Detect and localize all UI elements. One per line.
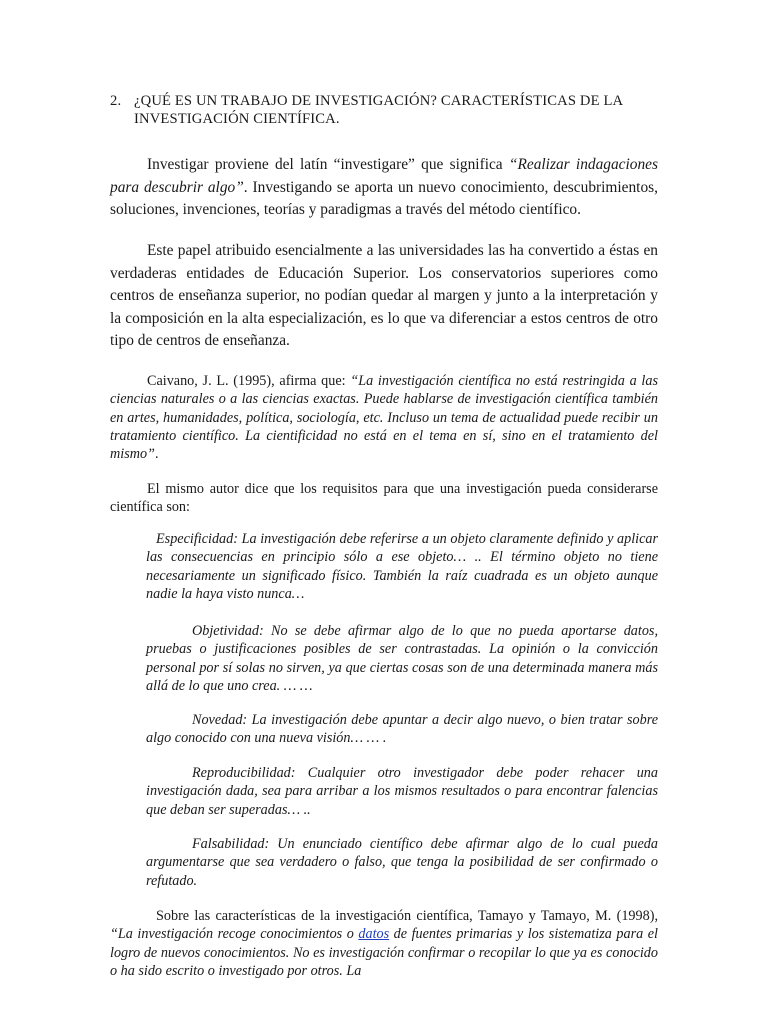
section-title: ¿QUÉ ES UN TRABAJO DE INVESTIGACIÓN? CARACTERÍSTICAS DE LA INVESTIGACIÓN CIENTÍFICA. (134, 93, 623, 127)
p1-text-a: Investigar proviene del latín “investigare” que significa (147, 156, 509, 173)
p1-text-c: . Investigando se aporta un nuevo conocimiento, descubrimientos, soluciones, invenciones, teorías y paradigmas a través del método científico. (110, 178, 658, 219)
section-number: 2. (110, 93, 122, 109)
p5-quote-a: “La investigación recoge conocimientos o (110, 926, 359, 943)
section-heading (110, 92, 660, 128)
p3-text-c: . (154, 446, 159, 463)
requisito-novedad: Novedad: La investigación debe apuntar a decir algo nuevo, o bien tratar sobre algo conocido con una nueva visión… … . (146, 712, 658, 747)
requisito-objetividad: Objetividad: No se debe afirmar algo de lo que no pueda aportarse datos, pruebas o justificaciones posibles de ser contrastadas. La opinión o la convicción personal por sí solas no sirven, ya que ciertas cosas son de una determinada manera más allá de lo que uno crea. … … (146, 623, 658, 694)
requisito-reproducibilidad: Reproducibilidad: Cualquier otro investigador debe poder rehacer una investigación dada, sea para arribar a los mismos resultados o para encontrar falencias que deban ser superadas… .. (146, 765, 658, 818)
paragraph-caivano (110, 372, 658, 463)
p1-quote: “Realizar indagaciones para descubrir algo” (110, 156, 658, 196)
datos-link[interactable]: datos (358, 926, 390, 943)
requisito-falsabilidad: Falsabilidad: Un enunciado científico debe afirmar algo de lo cual pueda argumentarse que sea verdadero o falso, que tenga la posibilidad de ser confirmado o refutado. (146, 836, 658, 889)
requisito-especificidad (146, 530, 658, 603)
paragraph-investigar (110, 154, 658, 222)
especificidad-text: Especificidad: La investigación debe referirse a un objeto claramente definido y aplicar las consecuencias en principio sólo a ese objeto… .. El término objeto no tiene necesariamente un significado físico. También la raíz cuadrada es un objeto aunque nadie la haya visto nunca… (146, 531, 658, 602)
paragraph-requisitos-intro: El mismo autor dice que los requisitos para que una investigación pueda considerarse científica son: (110, 481, 658, 516)
p5-text-a: Sobre las características de la investigación científica, Tamayo y Tamayo, M. (1998), (156, 908, 658, 924)
p3-text-a: Caivano, J. L. (1995), afirma que: (147, 373, 351, 389)
paragraph-tamayo (110, 907, 658, 980)
p3-quote: “La investigación científica no está restringida a las ciencias naturales o a las ciencias exactas. Puede hablarse de investigación científica también en artes, humanidades, política, sociología, etc. Incluso un tema de actualidad puede recibir un tratamiento científico. La cientificidad no está en el tema en sí, sino en el tratamiento del mismo” (110, 373, 658, 463)
paragraph-papel-universidades: Este papel atribuido esencialmente a las universidades las ha convertido a éstas en verdaderas entidades de Educación Superior. Los conservatorios superiores como centros de enseñanza superior, no podían quedar al margen y junto a la interpretación y la composición en la alta especialización, es lo que va diferenciar a estos centros de otro tipo de centros de enseñanza. (110, 242, 658, 350)
p5-quote-c: de fuentes primarias y los sistematiza para el logro de nuevos conocimientos. No es investigación confirmar o recopilar lo que ya es conocido o ha sido escrito o investigado por otros. La (110, 926, 658, 979)
